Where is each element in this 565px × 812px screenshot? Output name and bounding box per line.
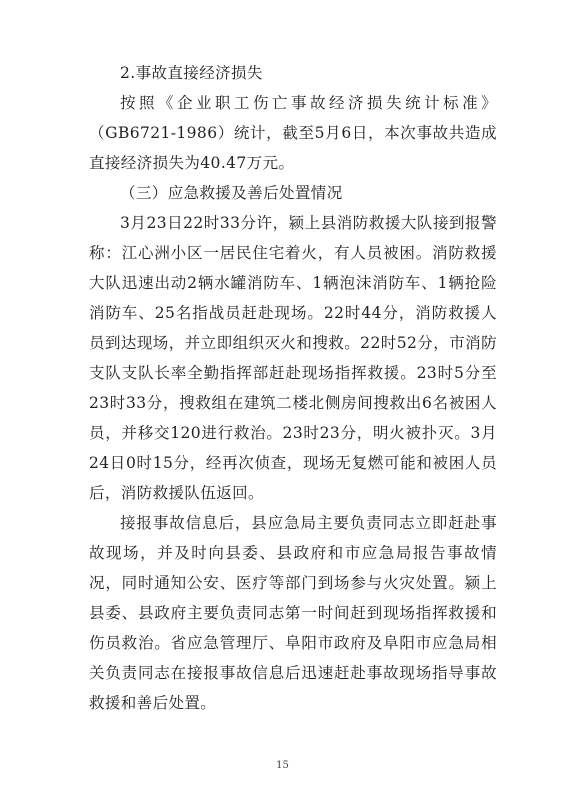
paragraph-economic-loss: 按照《企业职工伤亡事故经济损失统计标准》（GB6721-1986）统计，截至5月6日，本次事故共造成直接经济损失为40.47万元。 bbox=[89, 94, 497, 172]
paragraph-emergency-response: 接报事故信息后，县应急局主要负责同志立即赶赴事故现场，并及时向县委、县政府和市应急局报告事故情况，同时通知公安、医疗等部门到场参与火灾处置。颍上县委、县政府主要负责同志第一时间赶到现场指挥救援和伤员救治。省应急管理厅、阜阳市政府及阜阳市应急局相关负责同志在接报事故信息后迅速赶赴事故现场指导事故救援和善后处置。 bbox=[89, 514, 497, 712]
section-heading-emergency-rescue: （三）应急救援及善后处置情况 bbox=[120, 184, 343, 202]
page-number: 15 bbox=[276, 760, 289, 771]
section-heading-economic-loss: 2.事故直接经济损失 bbox=[120, 64, 263, 82]
paragraph-rescue-timeline: 3月23日22时33分许，颍上县消防救援大队接到报警称：江心洲小区一居民住宅着火，有人员被困。消防救援大队迅速出动2辆水罐消防车、1辆泡沫消防车、1辆抢险消防车、25名指战员赶赴现场。22时44分，消防救援人员到达现场，并立即组织灭火和搜救。22时52分，市消防支队支队长率全勤指挥部赶赴现场指挥救援。23时5分至23时33分，搜救组在建筑二楼北侧房间搜救出6名被困人员，并移交120进行救治。23时23分，明火被扑灭。3月24日0时15分，经再次侦查，现场无复燃可能和被困人员后，消防救援队伍返回。 bbox=[89, 214, 497, 502]
